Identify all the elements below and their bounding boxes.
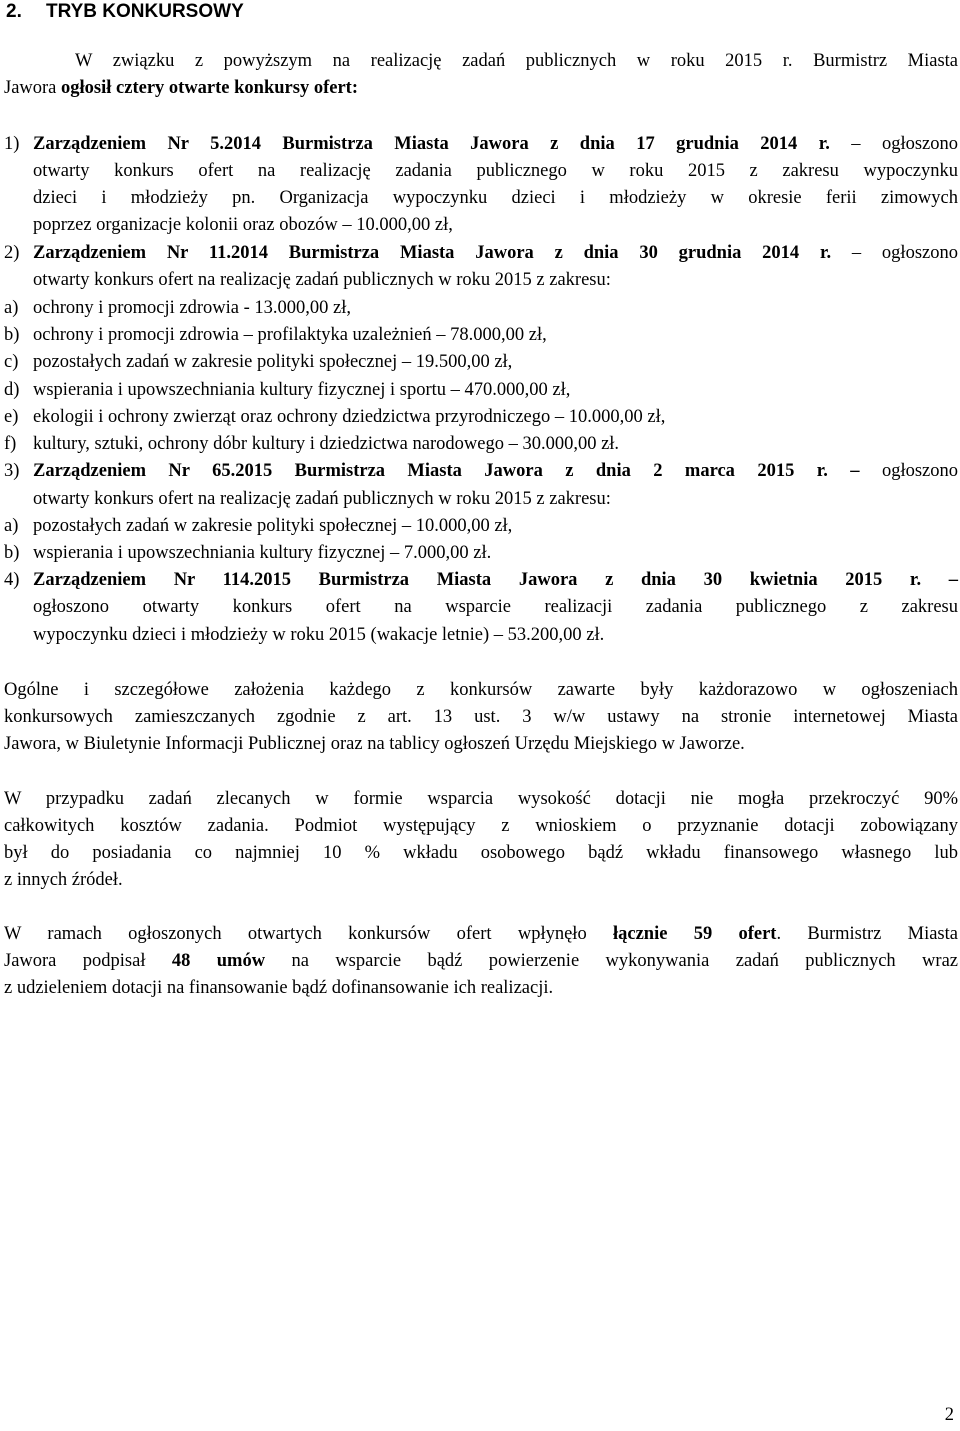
page-number: 2 bbox=[944, 1405, 954, 1425]
list-item-1-line-3: dzieci i młodzieży pn. Organizacja wypoczynku dzieci i młodzieży w okresie ferii zimowych bbox=[33, 188, 958, 208]
paragraph-2-line-4: z innych źródeł. bbox=[4, 870, 123, 890]
section-title: TRYB KONKURSOWY bbox=[46, 1, 244, 22]
sub-item: b) wspierania i upowszechniania kultury fizycznej – 7.000,00 zł. bbox=[4, 543, 492, 563]
intro-line-2: Jawora ogłosił cztery otwarte konkursy ofert: bbox=[4, 78, 358, 98]
paragraph-1-line-1: Ogólne i szczegółowe założenia każdego z konkursów zawarte były każdorazowo w ogłoszeniach bbox=[4, 680, 958, 700]
ordinance-title: Zarządzeniem Nr 114.2015 Burmistrza Miasta Jawora z dnia 30 kwietnia 2015 r. – bbox=[33, 570, 958, 590]
list-item-4 bbox=[4, 567, 958, 594]
sub-item: a) ochrony i promocji zdrowia - 13.000,00 zł, bbox=[4, 298, 352, 318]
paragraph-2-line-3: był do posiadania co najmniej 10 % wkładu osobowego bądź wkładu finansowego własnego lub bbox=[4, 843, 958, 863]
list-item-3: 3) Zarządzeniem Nr 65.2015 Burmistrza Miasta Jawora z dnia 2 marca 2015 r. – ogłoszono bbox=[4, 458, 958, 485]
list-item-1: 1) Zarządzeniem Nr 5.2014 Burmistrza Miasta Jawora z dnia 17 grudnia 2014 r. – ogłoszono bbox=[4, 131, 958, 158]
sub-item: b) ochrony i promocji zdrowia – profilaktyka uzależnień – 78.000,00 zł, bbox=[4, 325, 547, 345]
contracts-count: 48 umów bbox=[171, 951, 266, 971]
ordinance-title: Zarządzeniem Nr 11.2014 Burmistrza Miasta Jawora z dnia 30 grudnia 2014 r. bbox=[33, 243, 832, 263]
paragraph-2-line-1: W przypadku zadań zlecanych w formie wsparcia wysokość dotacji nie mogła przekroczyć 90% bbox=[4, 789, 958, 809]
sub-item: a) pozostałych zadań w zakresie polityki społecznej – 10.000,00 zł, bbox=[4, 516, 513, 536]
list-item-3-line-2: otwarty konkurs ofert na realizację zadań publicznych w roku 2015 z zakresu: bbox=[33, 489, 611, 509]
paragraph-2-line-2: całkowitych kosztów zadania. Podmiot występujący z wnioskiem o przyznanie dotacji zobowiązany bbox=[4, 816, 958, 836]
section-number: 2. bbox=[6, 1, 22, 22]
list-item-label: 1) bbox=[4, 134, 20, 154]
offers-count: łącznie 59 ofert bbox=[612, 924, 777, 944]
sub-item: e) ekologii i ochrony zwierząt oraz ochrony dziedzictwa przyrodniczego – 10.000,00 zł, bbox=[4, 407, 666, 427]
list-item-1-line-2: otwarty konkurs ofert na realizację zadania publicznego w roku 2015 z zakresu wypoczynku bbox=[33, 161, 958, 181]
section-heading bbox=[6, 0, 244, 24]
ordinance-title: Zarządzeniem Nr 65.2015 Burmistrza Miasta Jawora z dnia 2 marca 2015 r. – bbox=[33, 461, 860, 481]
paragraph-3-line-2: Jawora podpisał 48 umów na wsparcie bądź powierzenie wykonywania zadań publicznych wraz bbox=[4, 951, 958, 971]
paragraph-1-line-3: Jawora, w Biuletynie Informacji Publicznej oraz na tablicy ogłoszeń Urzędu Miejskiego w Jaworze. bbox=[4, 734, 745, 754]
list-item-label: 2) bbox=[4, 243, 20, 263]
paragraph-1-line-2: konkursowych zamieszczanych zgodnie z art. 13 ust. 3 w/w ustawy na stronie internetowej Miasta bbox=[4, 707, 958, 727]
list-item-label: 4) bbox=[4, 570, 20, 590]
list-item-2: 2) Zarządzeniem Nr 11.2014 Burmistrza Miasta Jawora z dnia 30 grudnia 2014 r. – ogłoszono bbox=[4, 240, 958, 267]
list-item-4-line-3: wypoczynku dzieci i młodzieży w roku 2015 (wakacje letnie) – 53.200,00 zł. bbox=[33, 625, 605, 645]
list-item-4-line-2: ogłoszono otwarty konkurs ofert na wsparcie realizacji zadania publicznego z zakresu bbox=[33, 597, 958, 617]
paragraph-3-line-3: z udzieleniem dotacji na finansowanie bądź dofinansowanie ich realizacji. bbox=[4, 978, 554, 998]
sub-item: f) kultury, sztuki, ochrony dóbr kultury i dziedzictwa narodowego – 30.000,00 zł. bbox=[4, 434, 620, 454]
sub-item: d) wspierania i upowszechniania kultury fizycznej i sportu – 470.000,00 zł, bbox=[4, 380, 571, 400]
paragraph-3-line-1: W ramach ogłoszonych otwartych konkursów ofert wpłynęło łącznie 59 ofert. Burmistrz Miasta bbox=[4, 924, 958, 944]
list-item-label: 3) bbox=[4, 461, 20, 481]
ordinance-title: Zarządzeniem Nr 5.2014 Burmistrza Miasta Jawora z dnia 17 grudnia 2014 r. bbox=[33, 134, 830, 154]
intro-line-1: W związku z powyższym na realizację zadań publicznych w roku 2015 r. Burmistrz Miasta bbox=[75, 51, 958, 71]
sub-item: c) pozostałych zadań w zakresie polityki społecznej – 19.500,00 zł, bbox=[4, 352, 513, 372]
list-item-2-line-2: otwarty konkurs ofert na realizację zadań publicznych w roku 2015 z zakresu: bbox=[33, 270, 611, 290]
list-item-1-line-4: poprzez organizacje kolonii oraz obozów – 10.000,00 zł, bbox=[33, 215, 453, 235]
